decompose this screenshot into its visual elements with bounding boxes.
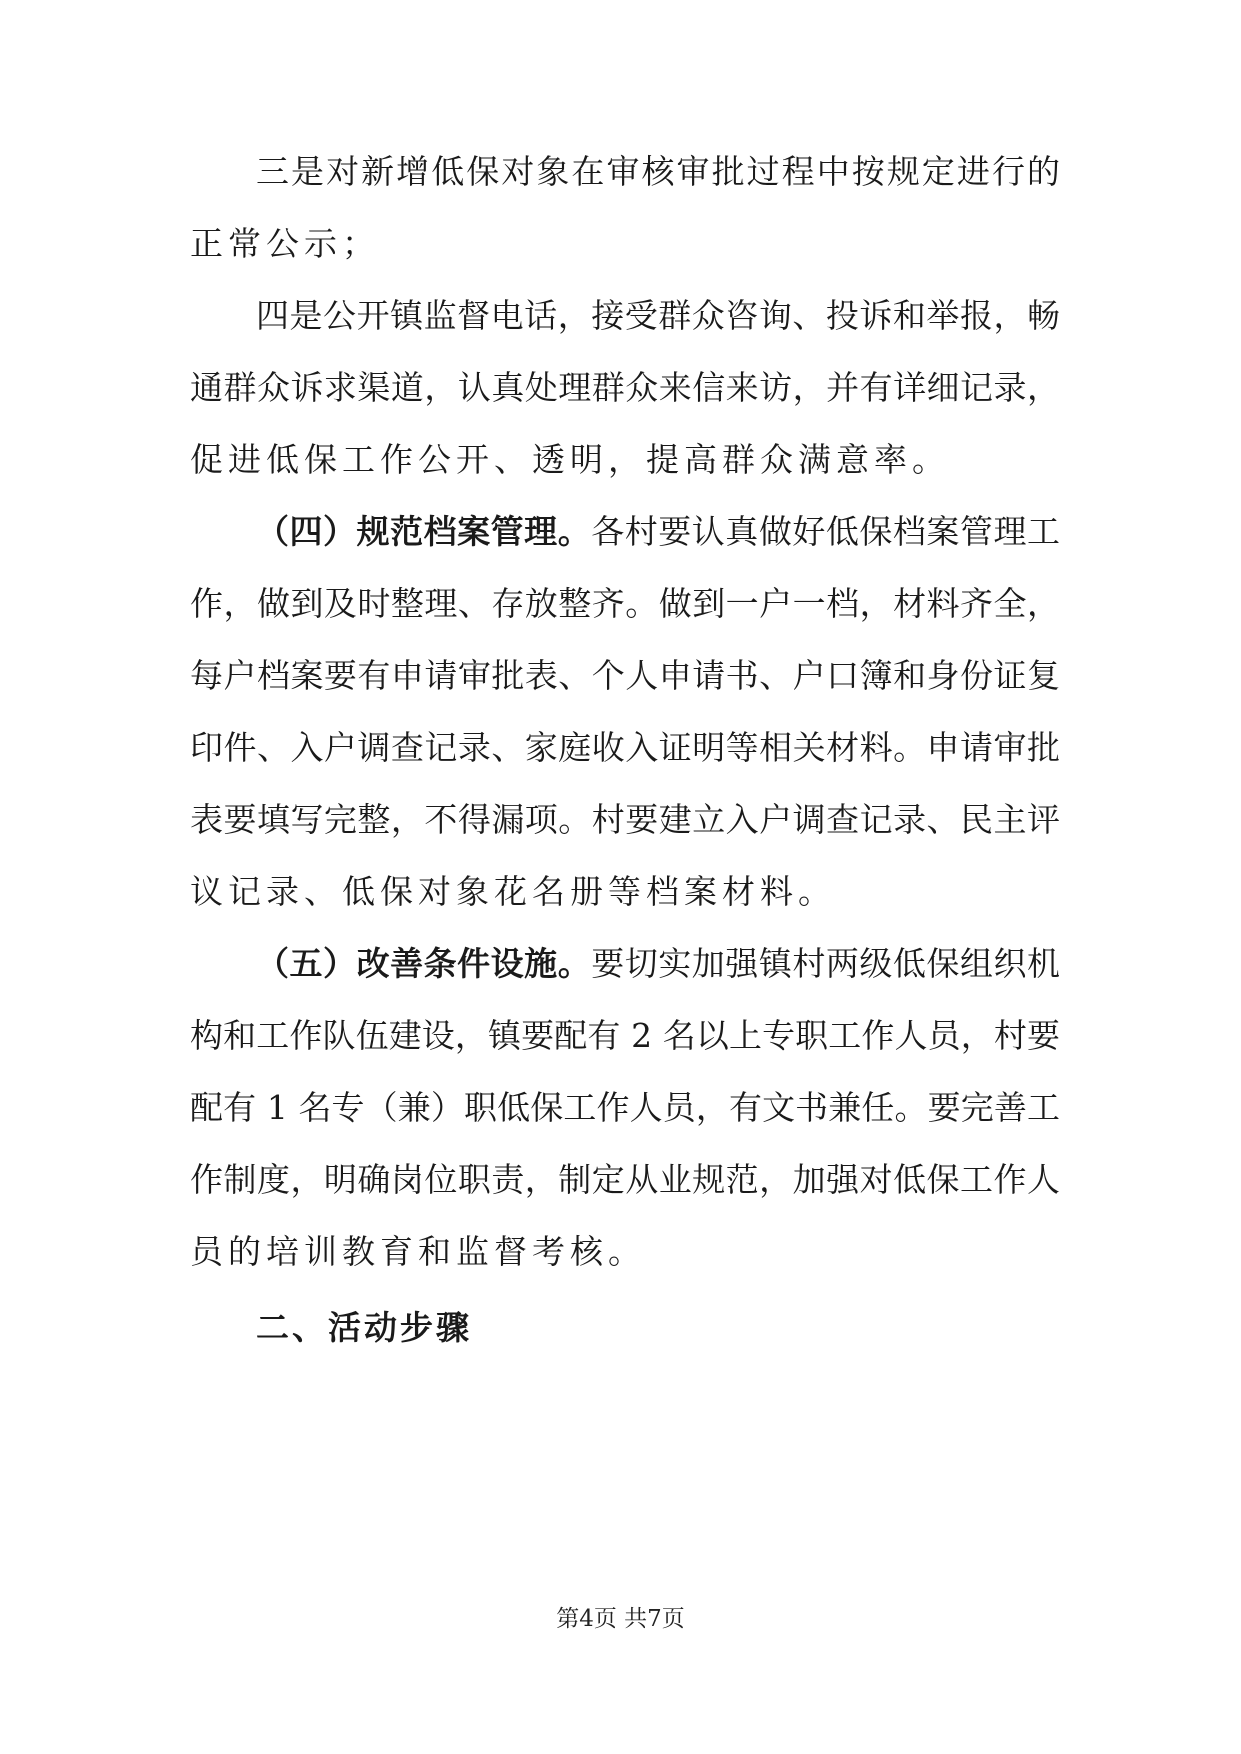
paragraph-4-line-4: 作制度，明确岗位职责，制定从业规范，加强对低保工作人 — [190, 1160, 1060, 1199]
paragraph-3-line-6: 议记录、低保对象花名册等档案材料。 — [190, 872, 836, 911]
paragraph-2-line-1: 四是公开镇监督电话，接受群众咨询、投诉和举报，畅 — [256, 296, 1060, 335]
paragraph-4-line-3: 配有 1 名专（兼）职低保工作人员，有文书兼任。要完善工 — [190, 1088, 1060, 1127]
paragraph-4-line-1 — [256, 942, 1060, 986]
paragraph-4-line-5: 员的培训教育和监督考核。 — [190, 1232, 646, 1271]
paragraph-1-line-1: 三是对新增低保对象在审核审批过程中按规定进行的 — [256, 152, 1060, 191]
paragraph-1-line-2: 正常公示； — [190, 224, 380, 263]
paragraph-3-line-3: 每户档案要有申请审批表、个人申请书、户口簿和身份证复 — [190, 656, 1060, 695]
paragraph-3-lead-heading: （四）规范档案管理。 — [256, 512, 592, 551]
paragraph-3-line-4: 印件、入户调查记录、家庭收入证明等相关材料。申请审批 — [190, 728, 1060, 767]
paragraph-2-line-3: 促进低保工作公开、透明，提高群众满意率。 — [190, 440, 950, 479]
paragraph-3-line-2: 作，做到及时整理、存放整齐。做到一户一档，材料齐全， — [190, 584, 1060, 623]
paragraph-3-line-1 — [256, 510, 1060, 554]
page-number-footer: 第4页 共7页 — [556, 1606, 685, 1632]
paragraph-2-line-2: 通群众诉求渠道，认真处理群众来信来访，并有详细记录， — [190, 368, 1060, 407]
section-heading: 二、活动步骤 — [256, 1308, 472, 1347]
paragraph-3-line-1-text: 各村要认真做好低保档案管理工 — [591, 512, 1061, 551]
paragraph-3-line-5: 表要填写完整，不得漏项。村要建立入户调查记录、民主评 — [190, 800, 1060, 839]
paragraph-4-line-2: 构和工作队伍建设，镇要配有 2 名以上专职工作人员，村要 — [190, 1016, 1060, 1055]
paragraph-4-line-1-text: 要切实加强镇村两级低保组织机 — [591, 944, 1061, 983]
paragraph-4-lead-heading: （五）改善条件设施。 — [256, 944, 592, 983]
